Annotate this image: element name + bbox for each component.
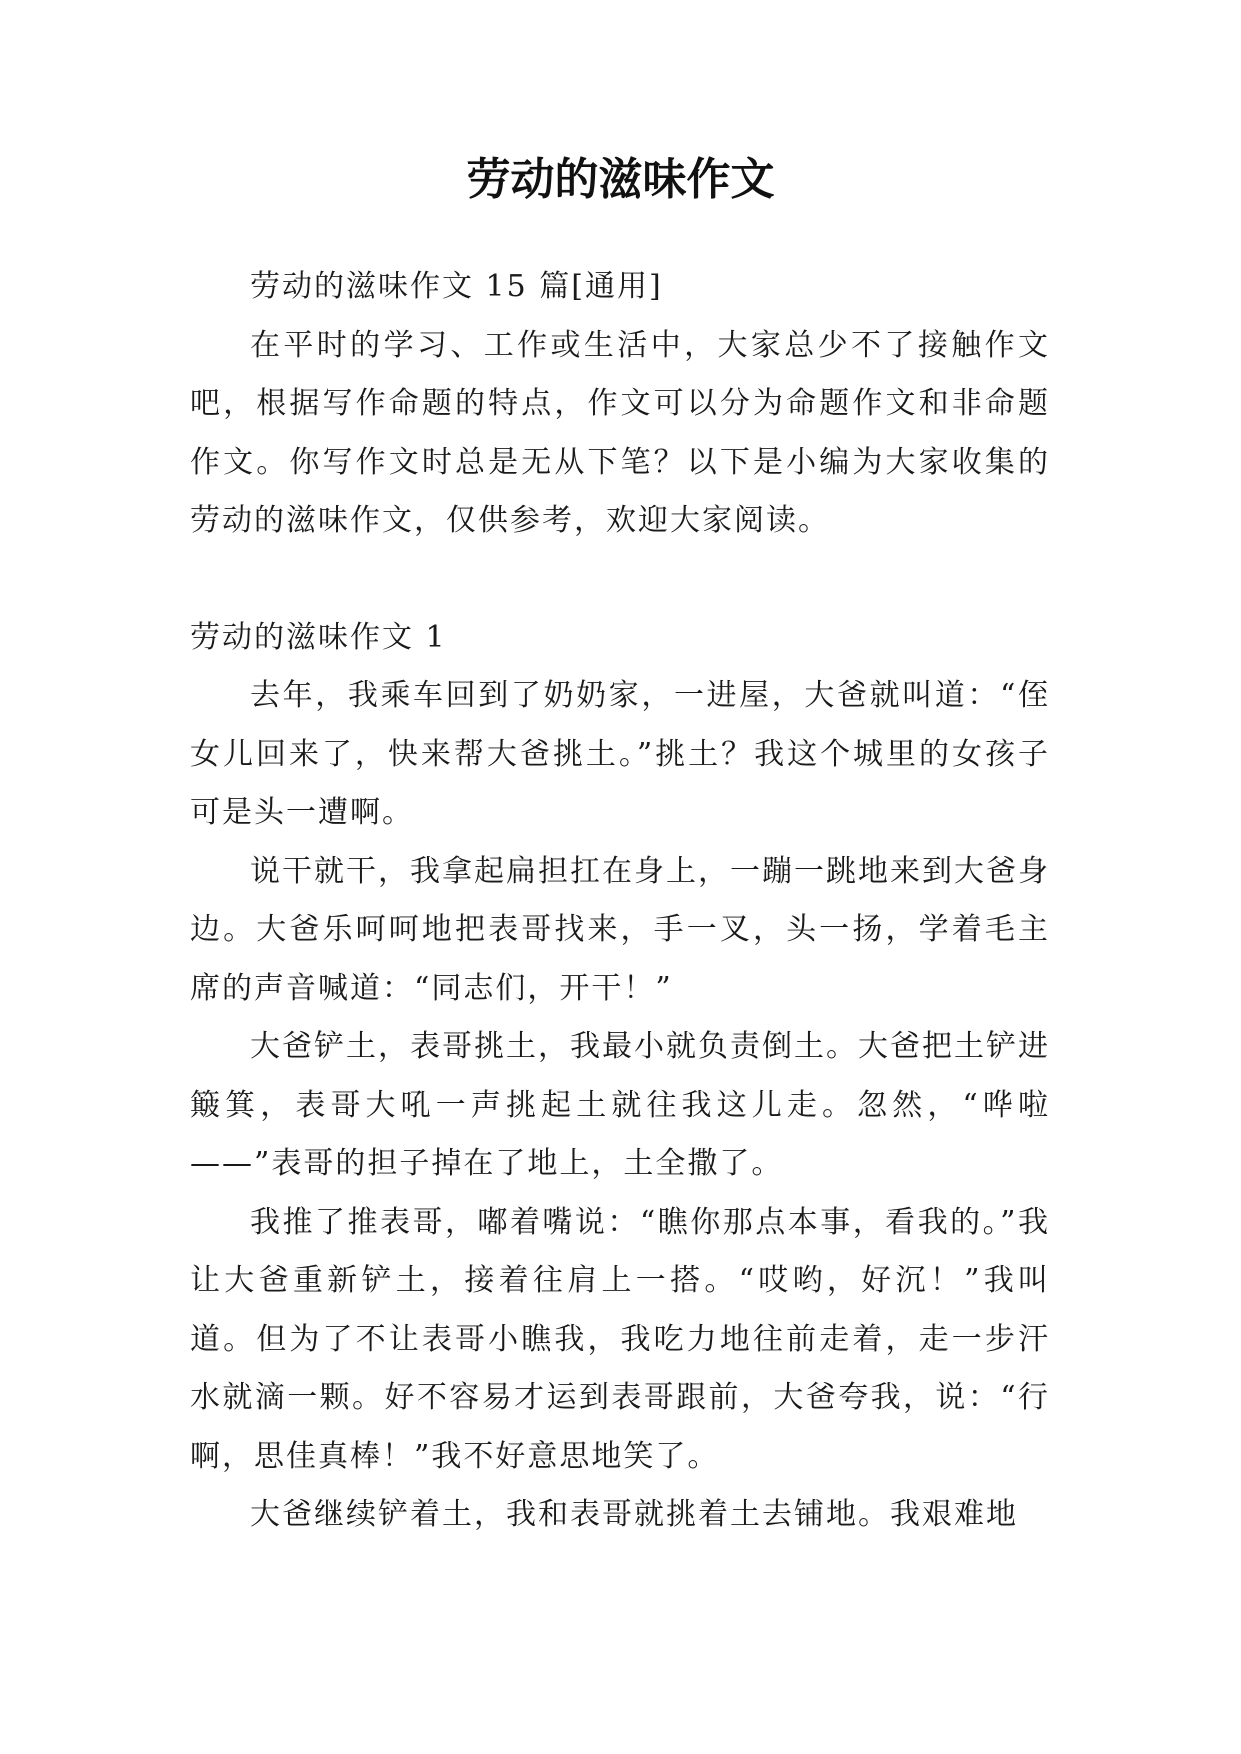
section-heading: 劳动的滋味作文 1 bbox=[190, 619, 447, 655]
body-paragraph: 我推了推表哥，嘟着嘴说：“瞧你那点本事，看我的。”我让大爸重新铲土，接着往肩上一搭。“哎哟，好沉！”我叫道。但为了不让表哥小瞧我，我吃力地往前走着，走一步汗水就滴一颗。好不容易才运到表哥跟前，大爸夸我，说：“行啊，思佳真棒！”我不好意思地笑了。 bbox=[190, 1204, 1050, 1474]
intro-paragraph: 在平时的学习、工作或生活中，大家总少不了接触作文吧，根据写作命题的特点，作文可以分为命题作文和非命题作文。你写作文时总是无从下笔？以下是小编为大家收集的劳动的滋味作文，仅供参考，欢迎大家阅读。 bbox=[190, 327, 1050, 538]
document-body bbox=[190, 258, 1050, 1545]
document-subtitle: 劳动的滋味作文 15 篇[通用] bbox=[250, 269, 663, 304]
body-paragraph: 大爸继续铲着土，我和表哥就挑着土去铺地。我艰难地 bbox=[250, 1497, 1018, 1532]
body-paragraph: 说干就干，我拿起扁担扛在身上，一蹦一跳地来到大爸身边。大爸乐呵呵地把表哥找来，手一叉，头一扬，学着毛主席的声音喊道：“同志们，开干！” bbox=[190, 853, 1050, 1006]
body-paragraph: 去年，我乘车回到了奶奶家，一进屋，大爸就叫道：“侄女儿回来了，快来帮大爸挑土。”挑土？我这个城里的女孩子可是头一遭啊。 bbox=[190, 678, 1050, 830]
document-title: 劳动的滋味作文 bbox=[466, 154, 775, 205]
body-paragraph: 大爸铲土，表哥挑土，我最小就负责倒土。大爸把土铲进簸箕，表哥大吼一声挑起土就往我这儿走。忽然，“哗啦——”表哥的担子掉在了地上，土全撒了。 bbox=[190, 1029, 1050, 1181]
